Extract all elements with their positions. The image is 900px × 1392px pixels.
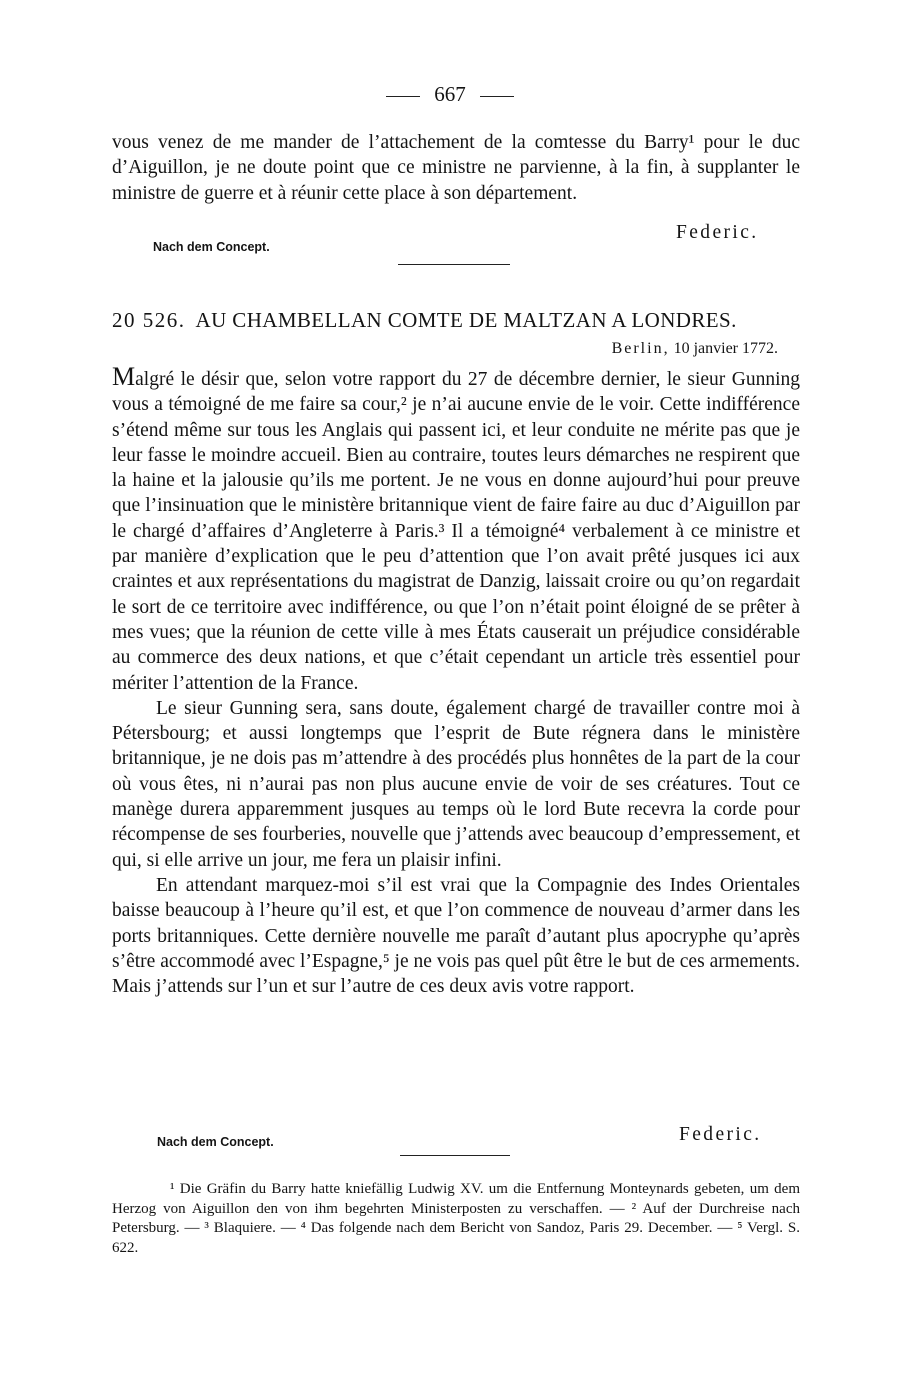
page-number-dash-left xyxy=(386,96,420,97)
footnotes xyxy=(112,1180,800,1258)
section-divider xyxy=(398,264,510,265)
page-number-line xyxy=(0,82,900,107)
page-number: 667 xyxy=(434,82,466,106)
letter-number: 20 526. xyxy=(112,308,186,332)
letter-date-place: Berlin, xyxy=(611,340,670,357)
letter-title: AU CHAMBELLAN COMTE DE MALTZAN A LONDRES. xyxy=(195,308,737,332)
previous-letter-ending xyxy=(112,130,800,206)
letter-source: Nach dem Concept. xyxy=(157,1135,274,1149)
previous-letter-signature: Federic. xyxy=(676,222,759,243)
letter-signature: Federic. xyxy=(679,1124,762,1145)
footnote-divider xyxy=(400,1155,510,1156)
previous-letter-source: Nach dem Concept. xyxy=(153,240,270,254)
letter-paragraph-2: Le sieur Gunning sera, sans doute, également chargé de travailler contre moi à Pétersbourg; et aussi longtemps que l’esprit de Bute régnera dans le ministère britannique, je ne dois pas m’attendre à des procédés plus honnêtes de la part de la cour où vous êtes, ni n’aurai pas non plus aucune envie de voir de ses créatures. Tout ce manège durera apparemment jusques au temps où le lord Bute recevra la corde pour récompense de ses fourberies, nouvelle que j’attends avec beaucoup d’empressement, et qui, si elle arrive un jour, me fera un plaisir infini. xyxy=(112,697,800,871)
letter-body xyxy=(112,364,800,999)
letter-date: 10 janvier 1772. xyxy=(673,340,778,357)
letter-dateline xyxy=(612,340,778,358)
footnotes-text: ¹ Die Gräfin du Barry hatte kniefällig Ludwig XV. um die Entfernung Monteynards gebeten, um dem Herzog von Aiguillon den von ihm begehrten Ministerposten zu verschaffen. — ² Auf der Durchreise nach Petersburg. — ³ Blaquiere. — ⁴ Das folgende nach dem Bericht von Sandoz, Paris 29. December. — ⁵ Vergl. S. 622. xyxy=(112,1181,800,1256)
letter-paragraph-1 xyxy=(112,364,800,696)
page-number-dash-right xyxy=(480,96,514,97)
letter-heading xyxy=(112,308,802,333)
letter-paragraph-3: En attendant marquez-moi s’il est vrai que la Compagnie des Indes Orientales baisse beaucoup à l’heure qu’il est, et que l’on commence de nouveau d’armer dans les ports britanniques. Cette dernière nouvelle me paraît d’autant plus apocryphe qu’après s’être accommodé avec l’Espagne,⁵ je ne vois pas quel pût être le but de ces armements. Mais j’attends sur l’un et sur l’autre de ces deux avis votre rapport. xyxy=(112,874,800,998)
previous-letter-text: vous venez de me mander de l’attachement de la comtesse du Barry¹ pour le duc d’Aiguillon, je ne doute point que ce ministre ne parvienne, à la fin, à supplanter le ministre de guerre et à réunir cette place à son département. xyxy=(112,132,800,204)
letter-paragraph-1-text: algré le désir que, selon votre rapport du 27 de décembre dernier, le sieur Gunning vous a témoigné de me faire sa cour,² je n’ai aucune envie de le voir. Cette indifférence s’étend même sur tous les Anglais qui passent ici, et leur conduite ne mérite pas que je leur fasse le moindre accueil. Bien au contraire, toutes leurs démarches ne respirent que la haine et la jalousie qu’ils me portent. Je ne vous en donne aujourd’hui pour preuve que l’insinuation que le ministère britannique vient de faire faire au duc d’Aiguillon par le chargé d’affaires d’Angleterre à Paris.³ Il a témoigné⁴ verbalement à ce ministre et par manière d’explication que le peu d’attention que l’on avait prêté jusques ici aux craintes et aux représentations du magistrat de Danzig, laissait croire ou qu’on regardait le sort de ce territoire avec indifférence, ou que l’on n’était point éloigné de se prêter à mes vues; que la réunion de cette ville à mes États causerait un préjudice considérable au commerce des deux nations, et que c’était cependant un article très essentiel pour mériter l’attention de la France. xyxy=(112,369,800,694)
dropcap: M xyxy=(112,362,136,391)
